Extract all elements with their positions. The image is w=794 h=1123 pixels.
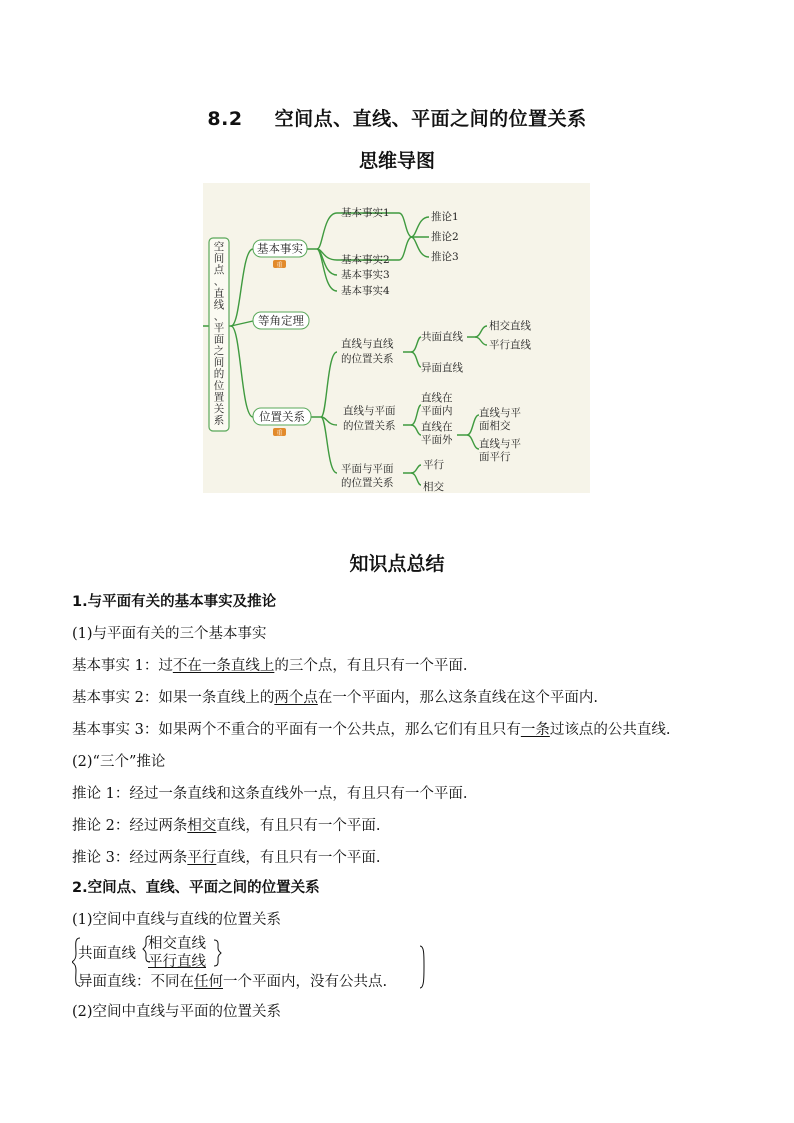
line-in-plane-2: 平面内: [421, 405, 453, 417]
line-plane-label-2: 的位置关系: [343, 420, 396, 432]
line-plane-label-1: 直线与平面: [343, 405, 396, 417]
corollary-text-3: 推论 3：经过两条平行直线，有且只有一个平面.: [72, 850, 381, 866]
branch-basic-facts-badge: 重: [276, 262, 283, 269]
mind-map-root-label: [214, 240, 225, 426]
corollary-3: 推论3: [431, 251, 459, 263]
root-char: 之: [213, 345, 225, 358]
mind-map-svg: [203, 183, 590, 493]
fact-3: 基本事实3: [341, 269, 390, 281]
root-char: 间: [213, 252, 225, 265]
fact-2: 基本事实2: [341, 254, 390, 266]
branch-equal-angle-label: 等角定理: [258, 313, 304, 328]
branch-basic-facts-label: 基本事实: [257, 241, 303, 256]
line-plane-parallel-2: 面平行: [479, 451, 511, 463]
root-char: 线: [213, 298, 225, 311]
mindmap-heading: 思维导图: [358, 150, 435, 172]
basic-fact-3: 基本事实 3：如果两个不重合的平面有一个公共点，那么它们有且只有一条过该点的公共直线.: [72, 722, 671, 738]
line-line-label-1: 直线与直线: [341, 338, 394, 350]
cls-skew: 异面直线：不同在任何一个平面内，没有公共点.: [78, 974, 388, 990]
line-plane-parallel-1: 直线与平: [479, 438, 521, 450]
line-plane-intersect-1: 直线与平: [479, 407, 521, 419]
cls-parallel: 平行直线: [148, 954, 206, 970]
section-2-title: 2.空间点、直线、平面之间的位置关系: [72, 880, 320, 896]
root-char: 空: [213, 241, 225, 253]
line-out-plane-2: 平面外: [421, 434, 453, 446]
section-1-title: 1.与平面有关的基本事实及推论: [72, 594, 277, 610]
corollary-2: 推论2: [431, 231, 459, 243]
line-in-plane-1: 直线在: [421, 392, 453, 404]
parallel-lines: 平行直线: [489, 339, 531, 351]
basic-fact-1: 基本事实 1：过不在一条直线上的三个点，有且只有一个平面.: [72, 658, 468, 674]
mind-map-figure: [203, 183, 590, 493]
cls-intersecting: 相交直线: [148, 936, 206, 952]
root-char: 面: [213, 333, 225, 346]
cls-coplanar: 共面直线: [78, 946, 136, 962]
branch-positions-badge: 重: [276, 430, 283, 437]
root-char: 位: [213, 379, 225, 392]
line-relation-classification: [72, 932, 432, 992]
section-number: 8.2: [207, 108, 243, 130]
intersecting-lines: 相交直线: [489, 320, 531, 332]
coplanar-lines: 共面直线: [421, 331, 463, 343]
section-1-subtitle-2: (2)“三个”推论: [72, 754, 166, 770]
fact-1: 基本事实1: [341, 207, 390, 219]
planes-parallel: 平行: [423, 459, 444, 471]
plane-plane-label-1: 平面与平面: [341, 463, 394, 475]
root-char: 、: [213, 310, 225, 323]
corollary-text-1: 推论 1：经过一条直线和这条直线外一点，有且只有一个平面.: [72, 786, 468, 802]
planes-intersect: 相交: [423, 481, 444, 493]
root-char: 的: [213, 368, 225, 381]
line-out-plane-1: 直线在: [421, 421, 453, 433]
root-char: 置: [213, 391, 225, 404]
branch-positions-label: 位置关系: [259, 409, 305, 424]
plane-plane-label-2: 的位置关系: [341, 477, 394, 489]
basic-fact-2: 基本事实 2：如果一条直线上的两个点在一个平面内，那么这条直线在这个平面内.: [72, 690, 598, 706]
corollary-text-2: 推论 2：经过两条相交直线，有且只有一个平面.: [72, 818, 381, 834]
document-title: [0, 104, 794, 131]
fact-4: 基本事实4: [341, 285, 390, 297]
corollary-1: 推论1: [431, 211, 459, 223]
root-char: 关: [213, 402, 225, 415]
line-line-label-2: 的位置关系: [341, 353, 394, 365]
root-char: 平: [213, 321, 225, 334]
root-char: 系: [213, 414, 225, 427]
root-char: 间: [213, 356, 225, 369]
root-char: 、: [213, 275, 225, 288]
section-2-subtitle-2: (2)空间中直线与平面的位置关系: [72, 1004, 282, 1020]
section-1-subtitle-1: (1)与平面有关的三个基本事实: [72, 626, 267, 642]
root-char: 直: [213, 287, 225, 300]
root-char: 点: [213, 264, 225, 277]
summary-heading: 知识点总结: [349, 553, 445, 575]
skew-lines: 异面直线: [421, 362, 463, 374]
section-title: 空间点、直线、平面之间的位置关系: [274, 108, 587, 130]
section-2-subtitle-1: (1)空间中直线与直线的位置关系: [72, 912, 282, 928]
line-plane-intersect-2: 面相交: [479, 420, 511, 432]
